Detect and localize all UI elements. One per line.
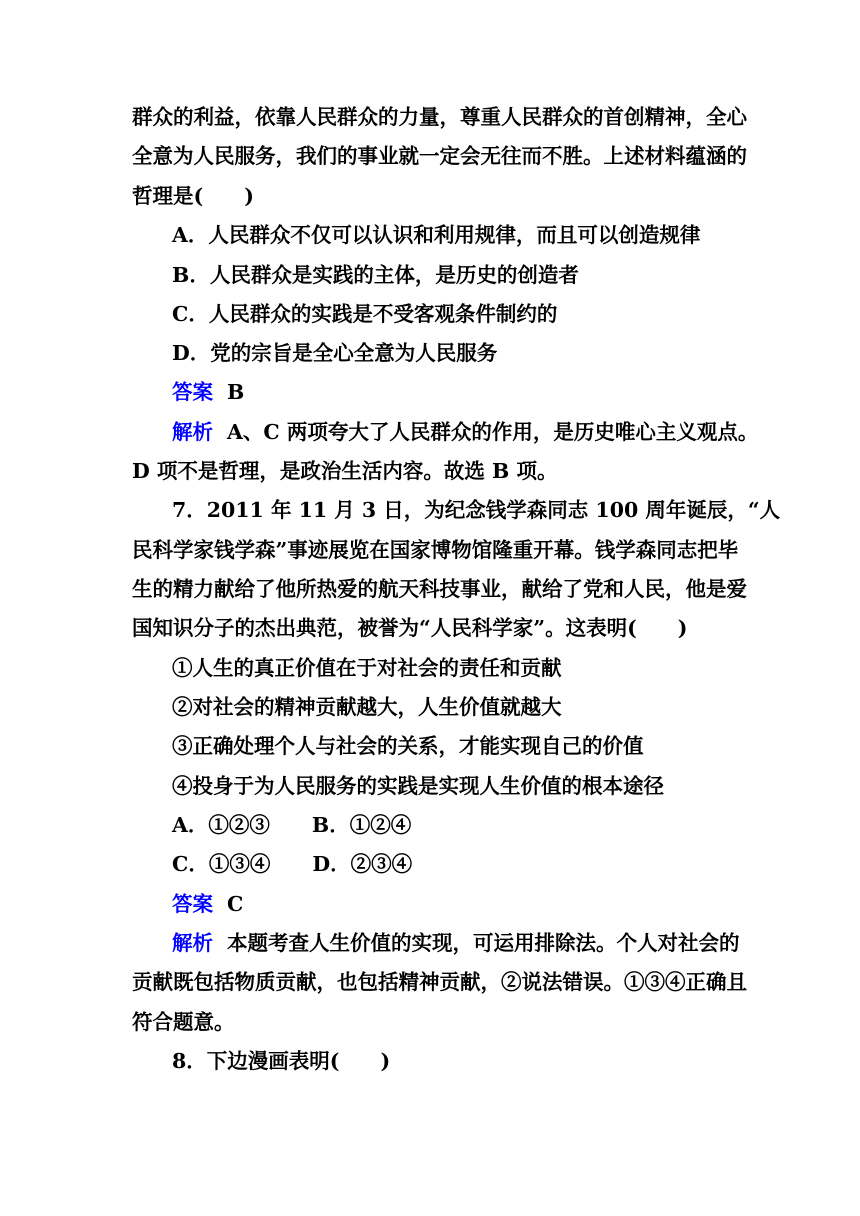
q6-analysis-label: 解析	[172, 420, 213, 444]
q7-analysis-text-1: 本题考查人生价值的实现，可运用排除法。个人对社会的	[227, 931, 740, 955]
q7-stem-line-2: 民科学家钱学森”事迹展览在国家博物馆隆重开幕。钱学森同志把毕	[132, 538, 739, 562]
q6-analysis-line-2: D 项不是哲理，是政治生活内容。故选 B 项。	[132, 459, 558, 483]
q6-answer-label: 答案	[172, 380, 213, 404]
q6-analysis-line-1	[172, 412, 759, 452]
q7-stem-line-4: 国知识分子的杰出典范，被誉为“人民科学家”。这表明( )	[132, 616, 688, 640]
q7-analysis-line-2: 贡献既包括物质贡献，也包括精神贡献，②说法错误。①③④正确且	[132, 970, 747, 994]
intro-line-2: 全意为人民服务，我们的事业就一定会无往而不胜。上述材料蕴涵的	[132, 144, 747, 168]
q6-answer	[172, 372, 732, 412]
q8-stem: 8．下边漫画表明( )	[172, 1049, 391, 1073]
q7-statement-3: ③正确处理个人与社会的关系，才能实现自己的价值	[172, 734, 644, 758]
q6-option-c: C．人民群众的实践是不受客观条件制约的	[172, 302, 558, 326]
q7-option-b: B．①②④	[311, 813, 412, 837]
q7-statement-4: ④投身于为人民服务的实践是实现人生价值的根本途径	[172, 774, 664, 798]
q7-statement-1: ①人生的真正价值在于对社会的责任和贡献	[172, 656, 562, 680]
q7-analysis-line-3: 符合题意。	[132, 1010, 235, 1034]
q6-option-b: B．人民群众是实践的主体，是历史的创造者	[172, 263, 579, 287]
q7-stem-line-3: 生的精力献给了他所热爱的航天科技事业，献给了党和人民，他是爱	[132, 577, 747, 601]
q6-option-a: A．人民群众不仅可以认识和利用规律，而且可以创造规律	[172, 223, 701, 247]
q7-answer	[172, 884, 732, 924]
q6-analysis-text-1: A、C 两项夸大了人民群众的作用，是历史唯心主义观点。	[227, 420, 759, 444]
q7-option-d: D．②③④	[312, 852, 413, 876]
q7-analysis-label: 解析	[172, 931, 213, 955]
q6-option-d: D．党的宗旨是全心全意为人民服务	[172, 341, 498, 365]
q7-option-a: A．①②③	[172, 813, 270, 837]
intro-line-1: 群众的利益，依靠人民群众的力量，尊重人民群众的首创精神，全心	[132, 105, 747, 129]
q7-statement-2: ②对社会的精神贡献越大，人生价值就越大	[172, 695, 562, 719]
q7-answer-value: C	[227, 892, 244, 916]
q7-option-c: C．①③④	[172, 852, 271, 876]
intro-line-3: 哲理是( )	[132, 184, 254, 208]
q7-analysis-line-1	[172, 923, 740, 963]
q7-answer-label: 答案	[172, 892, 213, 916]
q6-answer-value: B	[227, 380, 245, 404]
q7-options-row-2	[172, 844, 732, 884]
q7-options-row-1	[172, 805, 732, 845]
q7-stem-line-1: 7．2011 年 11 月 3 日，为纪念钱学森同志 100 周年诞辰，“人	[172, 498, 781, 522]
